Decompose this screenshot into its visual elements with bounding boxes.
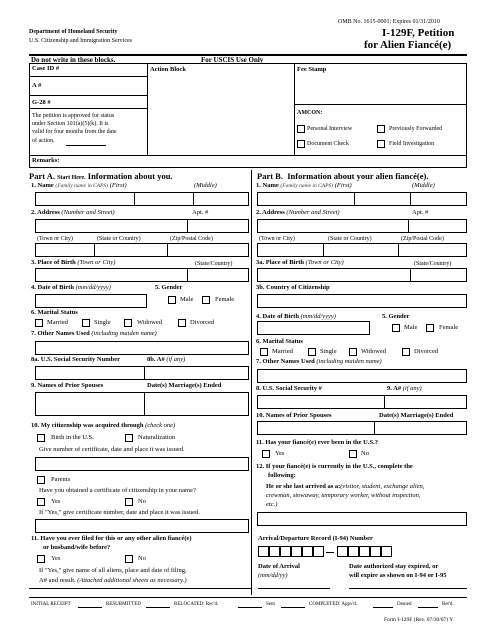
fee-stamp-label: Fee Stamp — [297, 66, 327, 73]
a-married-label: Married — [47, 319, 68, 326]
a-single-checkbox[interactable] — [82, 319, 90, 327]
a-q11-yes-label: Yes — [51, 555, 61, 562]
a-q9-label: 9. Names of Prior Spouses — [31, 382, 104, 389]
a-q11-if-yes-2: A# and result. (Attached additional sheets as necessary.) — [39, 577, 187, 584]
b-divorced-checkbox[interactable] — [402, 348, 410, 356]
b-date-arrival-hint: (mm/dd/yy) — [258, 572, 288, 579]
a-parents-yes-checkbox[interactable] — [37, 498, 45, 506]
b-town-label: (Town or City) — [259, 236, 295, 242]
b-date-authorized-line — [349, 588, 467, 589]
a-q10-label: 10. My citizenship was acquired through (check one) — [31, 422, 176, 429]
b-q10-label: 10. Names of Prior Spouses — [256, 412, 332, 419]
b-female-label: Female — [439, 324, 459, 331]
a-parents-checkbox[interactable] — [37, 476, 45, 484]
b-dob-field[interactable] — [257, 321, 370, 335]
a-birth-us-label: Birth in the U.S. — [51, 434, 94, 441]
footer-retd: Ret'd. — [442, 602, 454, 607]
a-q6-label: 6. Marital Status — [31, 309, 78, 316]
a-parents-yes-label: Yes — [51, 498, 61, 505]
a-parents-if-yes: If "Yes," give certificate number, date and place it was issued. — [39, 509, 200, 516]
a-q3-state-label: (State/Country) — [195, 261, 233, 267]
uscis-use-label: For USCIS Use Only — [201, 56, 264, 64]
do-not-write-label: Do not write in these blocks. — [31, 56, 116, 64]
a-male-checkbox[interactable] — [168, 296, 176, 304]
b-widowed-label: Widowed — [361, 348, 387, 355]
a-q1-label: 1. Name (Family name in CAPS) (First) — [31, 182, 127, 189]
a-naturalization-checkbox[interactable] — [125, 434, 133, 442]
a-q9-dates-label: Date(s) Marriage(s) Ended — [147, 382, 222, 389]
b-q11-no-checkbox[interactable] — [349, 450, 357, 458]
approval-text-4: of action. — [32, 138, 55, 144]
document-check-checkbox[interactable] — [297, 140, 305, 148]
a-naturalization-text: Give number of certificate, date and place it was issued. — [39, 446, 185, 453]
b-divorced-label: Divorced — [414, 348, 439, 355]
a-female-label: Female — [215, 296, 235, 303]
a-widowed-checkbox[interactable] — [124, 319, 132, 327]
field-investigation-label: Field Investigation — [389, 141, 435, 147]
b-q3b-label: 3b. Country of Citizenship — [256, 284, 330, 291]
a-male-label: Male — [180, 296, 194, 303]
b-birthplace-field[interactable] — [257, 268, 467, 282]
b-name-field[interactable] — [257, 192, 467, 206]
omb-number: OMB No. 1615-0001; Expires 01/31/2010 — [338, 19, 440, 25]
footer-sent: Sent — [266, 602, 275, 607]
a-name-field[interactable] — [35, 192, 249, 206]
a-middle-label: (Middle) — [194, 182, 217, 189]
form-id: Form I-129F (Rev. 07/30/07) Y — [384, 617, 454, 623]
a-city-field[interactable] — [35, 243, 249, 257]
b-citizenship-field[interactable] — [257, 294, 467, 308]
b-arrived-as-field[interactable] — [257, 512, 467, 526]
a-naturalization-label: Naturalization — [138, 434, 176, 441]
b-ssn-field[interactable] — [257, 395, 467, 409]
a-town-label: (Town or City) — [37, 236, 73, 242]
footer-denied: Denied — [397, 602, 412, 607]
a-ssn-field[interactable] — [35, 366, 249, 380]
agency-name: U.S. Citizenship and Immigration Services — [29, 38, 132, 44]
a-divorced-checkbox[interactable] — [178, 319, 186, 327]
amcon-label: AMCON: — [297, 110, 323, 116]
a-parents-question: Have you obtained a certificate of citizenship in your name? — [39, 487, 196, 494]
b-q11-yes-checkbox[interactable] — [262, 450, 270, 458]
a-q8a-label: 8a. U.S. Social Security Number — [31, 356, 121, 363]
a-q11-no-label: No — [138, 555, 146, 562]
a-other-names-field[interactable] — [35, 341, 249, 355]
action-block-label: Action Block — [150, 66, 186, 73]
b-address-field[interactable] — [257, 219, 467, 233]
a-zip-label: (Zip/Postal Code) — [170, 236, 213, 242]
footer-resubmitted: RESUBMITTED — [106, 602, 141, 607]
a-certificate-field[interactable] — [35, 457, 249, 471]
a-parents-no-checkbox[interactable] — [125, 498, 133, 506]
document-check-label: Document Check — [307, 141, 349, 147]
b-q2-label: 2. Address (Number and Street) — [256, 209, 340, 216]
approval-text-2: under Section 101(a)(5)(k). It is — [32, 121, 109, 127]
b-zip-label: (Zip/Postal Code) — [401, 236, 444, 242]
a-parents-no-label: No — [138, 498, 146, 505]
b-prior-spouses-field[interactable] — [257, 421, 467, 435]
b-q12-label-1: 12. If your fiancé(e) is currently in the U.S., complete the — [256, 463, 413, 470]
b-apt-label: Apt. # — [412, 209, 429, 216]
a-birth-us-checkbox[interactable] — [37, 434, 45, 442]
b-date-authorized-label-2: will expire as shown on I-94 or I-95 — [349, 572, 447, 579]
a-q11-no-checkbox[interactable] — [125, 555, 133, 563]
a-number-label: A # — [32, 82, 42, 89]
b-q9-label: 9. A# (if any) — [387, 385, 422, 392]
b-q12-label-2: following: — [268, 472, 296, 479]
a-divorced-label: Divorced — [190, 319, 215, 326]
b-arrival-record-label: Arrival/Departure Record (I-94) Number — [258, 535, 373, 542]
b-male-checkbox[interactable] — [392, 324, 400, 332]
b-q5-label: 5. Gender — [382, 313, 410, 320]
b-state-label: (State or Country) — [328, 236, 372, 242]
a-widowed-label: Widowed — [137, 319, 163, 326]
b-q3a-state-label: (State/Country) — [414, 261, 452, 267]
case-id-label: Case ID # — [32, 65, 60, 72]
b-other-names-field[interactable] — [257, 369, 467, 383]
b-widowed-checkbox[interactable] — [349, 348, 357, 356]
department-name: Department of Homeland Security — [29, 29, 118, 35]
b-city-field[interactable] — [257, 243, 467, 257]
footer-initial-receipt: INITIAL RECEIPT — [31, 602, 71, 607]
a-address-field[interactable] — [35, 219, 249, 233]
remarks-label: Remarks: — [32, 157, 60, 164]
b-q12-hint-3: etc.) — [266, 501, 278, 508]
b-q4-label: 4. Date of Birth (mm/dd/yyyy) — [256, 313, 336, 320]
a-female-checkbox[interactable] — [202, 296, 210, 304]
footer-completed: COMPLETED: Appv'd. — [309, 602, 358, 607]
a-q3-label: 3. Place of Birth (Town or City) — [31, 259, 116, 266]
a-q11-label-1: 11. Have you ever filed for this or any other alien fiancé(e) — [31, 535, 192, 542]
personal-interview-checkbox[interactable] — [297, 125, 305, 133]
a-q11-if-yes-1: If "Yes," give name of all aliens, place and date of filing, — [39, 567, 187, 574]
form-subtitle: for Alien Fiancé(e) — [364, 39, 452, 51]
b-single-checkbox[interactable] — [308, 348, 316, 356]
a-q7-label: 7. Other Names Used (including maiden name) — [31, 330, 157, 337]
b-q11-no-label: No — [361, 450, 369, 457]
b-q1-label: 1. Name (Family name in CAPS) (First) — [256, 182, 352, 189]
b-female-checkbox[interactable] — [426, 324, 434, 332]
approval-text-3: valid for four months from the date — [32, 129, 117, 135]
a-birthplace-field[interactable] — [35, 268, 249, 282]
a-parents-label: Parents — [51, 476, 71, 483]
a-q11-yes-checkbox[interactable] — [37, 555, 45, 563]
field-investigation-checkbox[interactable] — [377, 140, 385, 148]
b-q10-dates-label: Date(s) Marriage(s) Ended — [379, 412, 454, 419]
b-q6-label: 6. Marital Status — [256, 338, 303, 345]
b-q3a-label: 3a. Place of Birth (Town or City) — [256, 259, 344, 266]
b-date-arrival-label: Date of Arrival — [258, 563, 300, 570]
personal-interview-label: Personal Interview — [307, 126, 353, 132]
b-date-authorized-label-1: Date authorized stay expired, or — [349, 563, 439, 570]
a-single-label: Single — [94, 319, 111, 326]
b-q8-label: 8. U.S. Social Security # — [256, 385, 322, 392]
b-married-label: Married — [272, 348, 293, 355]
a-q2-label: 2. Address (Number and Street) — [31, 209, 115, 216]
form-title: I-129F, Petition — [382, 27, 455, 39]
b-q7-label: 7. Other Names Used (including maiden name) — [256, 358, 382, 365]
b-middle-label: (Middle) — [412, 182, 435, 189]
a-dob-field[interactable] — [35, 294, 147, 308]
part-a-title: Part A. Start Here. Information about you. — [29, 171, 173, 181]
part-b-title: Part B. Information about your alien fiancé(e). — [257, 171, 429, 181]
a-q11-label-2: or husband/wife before? — [43, 544, 111, 551]
b-q11-yes-label: Yes — [275, 450, 285, 457]
previously-forwarded-label: Previously Forwarded — [389, 126, 443, 132]
a-q4-label: 4. Date of Birth (mm/dd/yyyy) — [31, 284, 111, 291]
b-male-label: Male — [404, 324, 418, 331]
a-apt-label: Apt. # — [192, 209, 209, 216]
b-q12-arrived: He or she last arrived as a:(visitor, student, exchange alien, — [266, 483, 425, 490]
b-q11-label: 11. Has your fiancé(e) ever been in the U.S.? — [256, 439, 378, 446]
g28-label: G-28 # — [32, 99, 51, 106]
b-married-checkbox[interactable] — [260, 348, 268, 356]
a-state-label: (State or Country) — [97, 236, 141, 242]
previously-forwarded-checkbox[interactable] — [377, 125, 385, 133]
a-married-checkbox[interactable] — [35, 319, 43, 327]
a-q8b-label: 8b. A# (if any) — [147, 356, 186, 363]
a-prior-spouses-field[interactable] — [35, 392, 249, 416]
b-single-label: Single — [320, 348, 337, 355]
column-divider — [251, 170, 252, 595]
b-q12-hint-2: crewman, stowaway, temporary worker, without inspection, — [266, 492, 421, 499]
a-q5-label: 5. Gender — [155, 284, 183, 291]
approval-text-1: The petition is approved for status — [32, 113, 115, 119]
a-parents-cert-field[interactable] — [35, 519, 249, 533]
footer-relocated: RELOCATED: Rec'd. — [174, 602, 219, 607]
b-date-arrival-line — [258, 588, 330, 589]
